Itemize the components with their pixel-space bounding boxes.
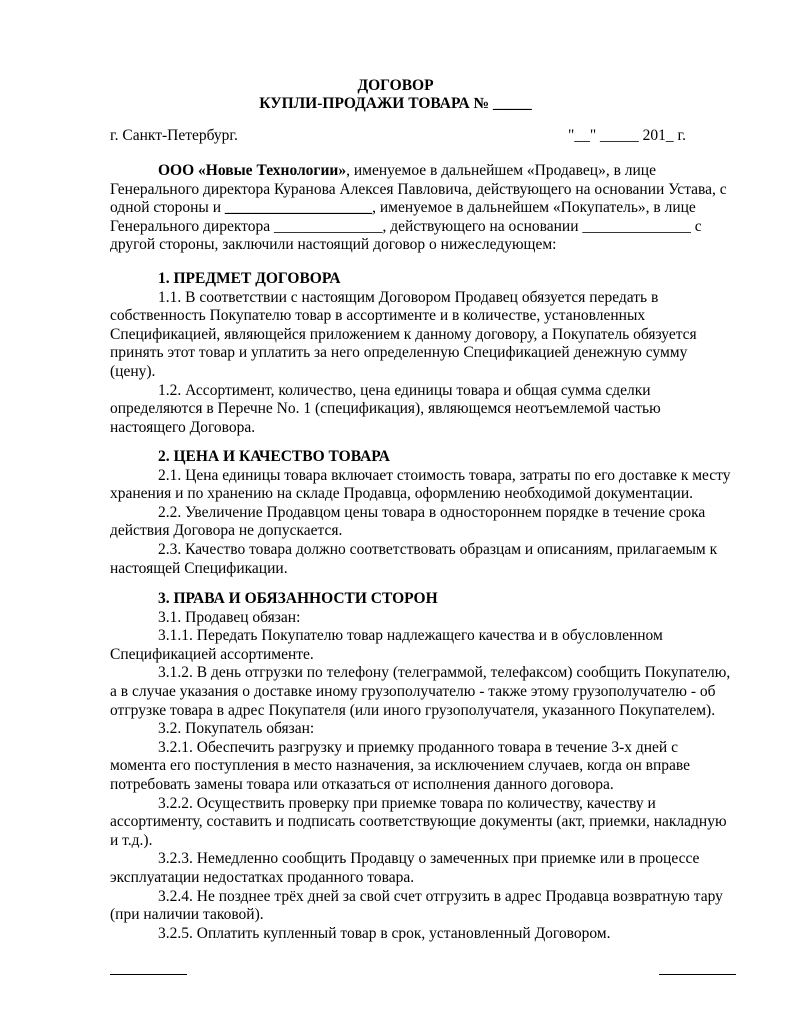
preamble-line: Генерального директора Куранова Алексея Павловича, действующего на основании Устава, с (110, 180, 727, 198)
section-line: 1.1. В соответствии с настоящим Договором Продавец обязуется передать в (158, 288, 659, 306)
section-line: 3.2. Покупатель обязан: (158, 720, 315, 738)
section-line: отгрузке товара в адрес Покупателя (или иного грузополучателя, указанного Покупателем). (110, 701, 716, 719)
contract-place: г. Санкт-Петербург. (110, 127, 238, 144)
section-line: 3.2.3. Немедленно сообщить Продавцу о замеченных при приемке или в процессе (158, 850, 700, 868)
section-line: Спецификацией ассортименте. (110, 645, 314, 663)
section-line: настоящего Договора. (110, 418, 256, 436)
seller-company: ООО «Новые Технологии» (158, 162, 347, 179)
section-line: настоящей Спецификации. (110, 559, 288, 577)
section-line: 1.2. Ассортимент, количество, цена единицы товара и общая сумма сделки (158, 381, 651, 399)
section-line: 2.2. Увеличение Продавцом цены товара в одностороннем порядке в течение срока (158, 503, 706, 521)
preamble-text: , именуемое в дальнейшем «Продавец», в лице (346, 162, 656, 179)
section-heading: 2. ЦЕНА И КАЧЕСТВО ТОВАРА (158, 448, 390, 465)
section-line: (при наличии таковой). (110, 906, 264, 924)
section-line: 2.1. Цена единицы товара включает стоимость товара, затраты по его доставке к месту (158, 466, 731, 484)
section-line: (цену). (110, 362, 156, 380)
section-line: собственность Покупателю товар в ассортименте и в количестве, установленных (110, 307, 646, 325)
preamble-line: другой стороны, заключили настоящий договор о нижеследующем: (110, 236, 557, 254)
contract-date: "__" _____ 201_ г. (568, 127, 687, 144)
section-line: 3.2.2. Осуществить проверку при приемке товара по количеству, качеству и (158, 794, 656, 812)
section-line: 3.2.4. Не позднее трёх дней за свой счет отгрузить в адрес Продавца возвратную тару (158, 887, 723, 905)
seller-signature-line (110, 974, 187, 975)
section-line: определяются в Перечне No. 1 (спецификация), являющемся неотъемлемой частью (110, 400, 661, 418)
section-line: Спецификацией, являющейся приложением к данному договору, а Покупатель обязуется (110, 325, 697, 343)
buyer-blank: ___________________ (224, 199, 373, 217)
preamble-line: Генерального директора ______________, действующего на основании ______________ с (110, 217, 702, 235)
section-line: потребовать замены товара или отказаться от исполнения данного договора. (110, 775, 614, 793)
section-line: ассортименту, составить и подписать соответствующие документы (акт, приемки, накладную (110, 813, 727, 831)
document-subtitle: КУПЛИ-ПРОДАЖИ ТОВАРА № _____ (259, 95, 532, 112)
preamble-line (110, 199, 710, 218)
preamble-text: одной стороны и (110, 199, 225, 217)
section-line: 3.1. Продавец обязан: (158, 608, 301, 626)
document-title: ДОГОВОР (357, 77, 434, 94)
section-1 (110, 270, 710, 437)
section-3 (110, 590, 731, 943)
section-line: эксплуатации недостатках проданного товара. (110, 868, 415, 886)
preamble (110, 162, 727, 255)
section-line: действия Договора не допускается. (110, 522, 343, 540)
preamble-text: , именуемое в дальнейшем «Покупатель», в лице (372, 199, 696, 217)
section-line: а в случае указания о доставке иному грузополучателю - также этому грузополучателю - об (110, 682, 716, 700)
section-line: 3.2.1. Обеспечить разгрузку и приемку проданного товара в течение 3-х дней с (158, 738, 678, 756)
section-heading: 1. ПРЕДМЕТ ДОГОВОРА (158, 270, 341, 287)
section-line: и т.д.). (110, 831, 153, 849)
section-line: 3.1.2. В день отгрузки по телефону (телеграммой, телефаксом) сообщить Покупателю, (158, 664, 731, 682)
preamble-line (110, 162, 710, 181)
section-line: хранения и по хранению на складе Продавца, оформлению необходимой документации. (110, 485, 694, 503)
section-line: 3.1.1. Передать Покупателю товар надлежащего качества и в обусловленном (158, 627, 663, 645)
buyer-signature-line (659, 974, 736, 975)
section-line: принять этот товар и уплатить за него определенную Спецификацией денежную сумму (110, 344, 688, 362)
section-line: момента его поступления в место назначения, за исключением случаев, когда он вправе (110, 757, 691, 775)
section-line: 3.2.5. Оплатить купленный товар в срок, установленный Договором. (158, 924, 611, 942)
section-line: 2.3. Качество товара должно соответствовать образцам и описаниям, прилагаемым к (158, 540, 718, 558)
section-2 (110, 448, 731, 578)
section-heading: 3. ПРАВА И ОБЯЗАННОСТИ СТОРОН (158, 590, 438, 607)
